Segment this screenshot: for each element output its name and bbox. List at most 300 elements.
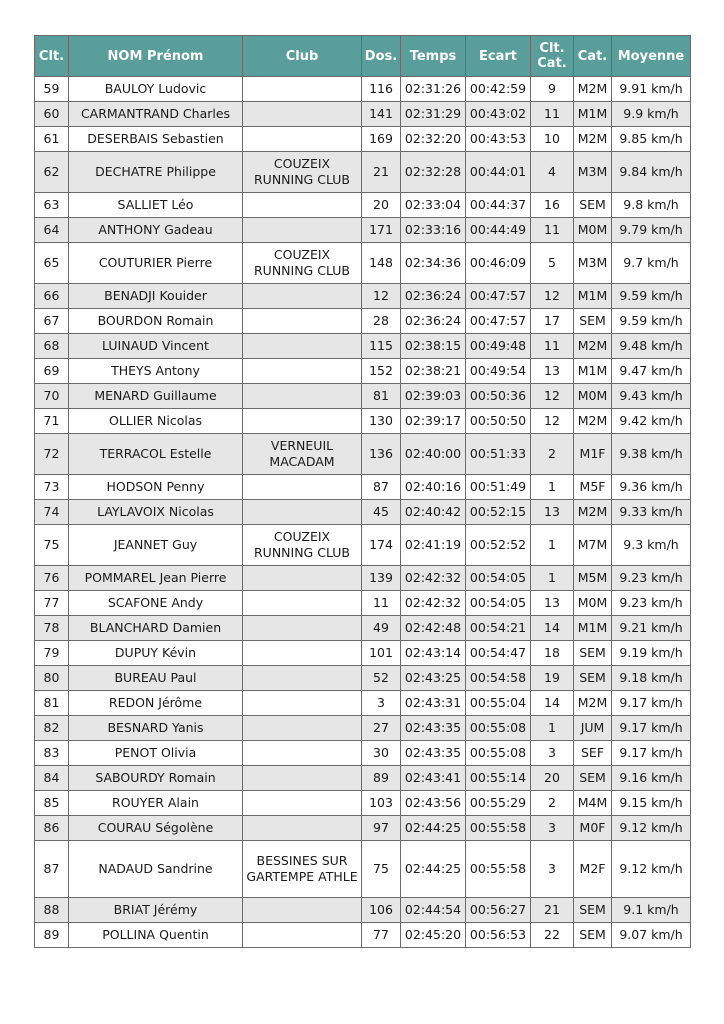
cell-gap: 00:54:21: [466, 616, 531, 641]
cell-name: OLLIER Nicolas: [69, 409, 243, 434]
cell-rank: 84: [35, 766, 69, 791]
cell-time: 02:42:32: [401, 591, 466, 616]
cell-speed: 9.23 km/h: [612, 591, 691, 616]
cell-name: POLLINA Quentin: [69, 923, 243, 948]
header-category: Cat.: [574, 36, 612, 77]
cell-club: [243, 475, 362, 500]
cell-name: SCAFONE Andy: [69, 591, 243, 616]
cell-category: SEM: [574, 766, 612, 791]
cell-gap: 00:56:53: [466, 923, 531, 948]
cell-cat-rank: 20: [531, 766, 574, 791]
cell-bib: 81: [362, 384, 401, 409]
cell-name: DECHATRE Philippe: [69, 152, 243, 193]
cell-time: 02:40:00: [401, 434, 466, 475]
cell-category: M2M: [574, 691, 612, 716]
cell-cat-rank: 11: [531, 102, 574, 127]
cell-time: 02:38:21: [401, 359, 466, 384]
cell-speed: 9.1 km/h: [612, 898, 691, 923]
cell-cat-rank: 3: [531, 741, 574, 766]
cell-speed: 9.91 km/h: [612, 77, 691, 102]
cell-club: [243, 641, 362, 666]
cell-bib: 101: [362, 641, 401, 666]
cell-speed: 9.38 km/h: [612, 434, 691, 475]
cell-rank: 74: [35, 500, 69, 525]
cell-category: M1F: [574, 434, 612, 475]
cell-rank: 61: [35, 127, 69, 152]
table-row: [35, 243, 691, 284]
cell-gap: 00:55:14: [466, 766, 531, 791]
table-row: [35, 284, 691, 309]
cell-time: 02:43:56: [401, 791, 466, 816]
cell-gap: 00:55:58: [466, 841, 531, 898]
cell-bib: 148: [362, 243, 401, 284]
cell-category: M0M: [574, 591, 612, 616]
cell-gap: 00:54:05: [466, 591, 531, 616]
header-row: [35, 36, 691, 77]
cell-gap: 00:55:58: [466, 816, 531, 841]
cell-bib: 20: [362, 193, 401, 218]
cell-category: M1M: [574, 284, 612, 309]
cell-club: COUZEIX RUNNING CLUB: [243, 152, 362, 193]
cell-time: 02:45:20: [401, 923, 466, 948]
cell-name: SABOURDY Romain: [69, 766, 243, 791]
cell-category: M3M: [574, 243, 612, 284]
cell-time: 02:34:36: [401, 243, 466, 284]
header-cat-rank: Clt. Cat.: [531, 36, 574, 77]
cell-time: 02:32:20: [401, 127, 466, 152]
cell-category: JUM: [574, 716, 612, 741]
cell-cat-rank: 14: [531, 691, 574, 716]
table-row: [35, 666, 691, 691]
cell-category: SEM: [574, 923, 612, 948]
cell-rank: 73: [35, 475, 69, 500]
cell-bib: 45: [362, 500, 401, 525]
cell-gap: 00:50:50: [466, 409, 531, 434]
cell-name: BRIAT Jérémy: [69, 898, 243, 923]
cell-speed: 9.18 km/h: [612, 666, 691, 691]
cell-name: TERRACOL Estelle: [69, 434, 243, 475]
cell-rank: 88: [35, 898, 69, 923]
cell-speed: 9.36 km/h: [612, 475, 691, 500]
cell-rank: 60: [35, 102, 69, 127]
header-bib: Dos.: [362, 36, 401, 77]
cell-time: 02:42:32: [401, 566, 466, 591]
cell-cat-rank: 10: [531, 127, 574, 152]
cell-category: M2M: [574, 334, 612, 359]
cell-category: M1M: [574, 102, 612, 127]
cell-gap: 00:49:48: [466, 334, 531, 359]
cell-bib: 77: [362, 923, 401, 948]
table-row: [35, 127, 691, 152]
cell-cat-rank: 1: [531, 566, 574, 591]
cell-speed: 9.33 km/h: [612, 500, 691, 525]
cell-speed: 9.59 km/h: [612, 284, 691, 309]
cell-club: [243, 898, 362, 923]
table-row: [35, 791, 691, 816]
cell-name: BESNARD Yanis: [69, 716, 243, 741]
cell-cat-rank: 2: [531, 791, 574, 816]
table-row: [35, 716, 691, 741]
cell-name: ROUYER Alain: [69, 791, 243, 816]
cell-gap: 00:54:05: [466, 566, 531, 591]
cell-rank: 82: [35, 716, 69, 741]
cell-gap: 00:55:08: [466, 741, 531, 766]
cell-speed: 9.16 km/h: [612, 766, 691, 791]
cell-name: PENOT Olivia: [69, 741, 243, 766]
cell-speed: 9.07 km/h: [612, 923, 691, 948]
cell-bib: 11: [362, 591, 401, 616]
cell-cat-rank: 9: [531, 77, 574, 102]
cell-rank: 68: [35, 334, 69, 359]
cell-rank: 89: [35, 923, 69, 948]
cell-bib: 139: [362, 566, 401, 591]
cell-cat-rank: 3: [531, 816, 574, 841]
cell-bib: 130: [362, 409, 401, 434]
cell-bib: 169: [362, 127, 401, 152]
cell-bib: 103: [362, 791, 401, 816]
cell-club: BESSINES SUR GARTEMPE ATHLE: [243, 841, 362, 898]
cell-rank: 75: [35, 525, 69, 566]
cell-cat-rank: 12: [531, 284, 574, 309]
cell-gap: 00:46:09: [466, 243, 531, 284]
cell-club: [243, 77, 362, 102]
cell-time: 02:43:25: [401, 666, 466, 691]
cell-name: JEANNET Guy: [69, 525, 243, 566]
cell-name: HODSON Penny: [69, 475, 243, 500]
cell-name: LUINAUD Vincent: [69, 334, 243, 359]
cell-speed: 9.12 km/h: [612, 816, 691, 841]
cell-gap: 00:44:37: [466, 193, 531, 218]
cell-rank: 78: [35, 616, 69, 641]
cell-speed: 9.12 km/h: [612, 841, 691, 898]
cell-bib: 12: [362, 284, 401, 309]
cell-speed: 9.3 km/h: [612, 525, 691, 566]
cell-speed: 9.48 km/h: [612, 334, 691, 359]
cell-time: 02:44:25: [401, 816, 466, 841]
cell-bib: 75: [362, 841, 401, 898]
cell-time: 02:44:25: [401, 841, 466, 898]
cell-speed: 9.85 km/h: [612, 127, 691, 152]
cell-gap: 00:52:52: [466, 525, 531, 566]
cell-cat-rank: 5: [531, 243, 574, 284]
cell-gap: 00:55:29: [466, 791, 531, 816]
table-row: [35, 816, 691, 841]
cell-club: [243, 500, 362, 525]
cell-name: LAYLAVOIX Nicolas: [69, 500, 243, 525]
cell-gap: 00:44:01: [466, 152, 531, 193]
cell-cat-rank: 16: [531, 193, 574, 218]
table-row: [35, 616, 691, 641]
cell-time: 02:39:03: [401, 384, 466, 409]
cell-club: [243, 716, 362, 741]
table-row: [35, 434, 691, 475]
cell-category: M2M: [574, 77, 612, 102]
cell-club: [243, 566, 362, 591]
cell-name: DUPUY Kévin: [69, 641, 243, 666]
cell-name: REDON Jérôme: [69, 691, 243, 716]
cell-speed: 9.15 km/h: [612, 791, 691, 816]
cell-category: M0F: [574, 816, 612, 841]
table-row: [35, 841, 691, 898]
cell-rank: 69: [35, 359, 69, 384]
cell-name: POMMAREL Jean Pierre: [69, 566, 243, 591]
cell-club: [243, 616, 362, 641]
cell-club: [243, 766, 362, 791]
cell-club: [243, 666, 362, 691]
cell-bib: 152: [362, 359, 401, 384]
cell-gap: 00:47:57: [466, 309, 531, 334]
cell-rank: 77: [35, 591, 69, 616]
cell-club: [243, 791, 362, 816]
cell-cat-rank: 2: [531, 434, 574, 475]
cell-bib: 106: [362, 898, 401, 923]
cell-cat-rank: 17: [531, 309, 574, 334]
header-rank: Clt.: [35, 36, 69, 77]
cell-rank: 87: [35, 841, 69, 898]
cell-cat-rank: 18: [531, 641, 574, 666]
cell-rank: 72: [35, 434, 69, 475]
table-row: [35, 309, 691, 334]
cell-name: NADAUD Sandrine: [69, 841, 243, 898]
table-row: [35, 691, 691, 716]
cell-category: M5M: [574, 566, 612, 591]
table-row: [35, 334, 691, 359]
cell-category: SEM: [574, 309, 612, 334]
cell-speed: 9.59 km/h: [612, 309, 691, 334]
cell-cat-rank: 1: [531, 716, 574, 741]
cell-name: MENARD Guillaume: [69, 384, 243, 409]
table-row: [35, 152, 691, 193]
table-row: [35, 475, 691, 500]
cell-category: M0M: [574, 384, 612, 409]
table-row: [35, 409, 691, 434]
table-row: [35, 77, 691, 102]
header-speed: Moyenne: [612, 36, 691, 77]
cell-club: [243, 741, 362, 766]
table-row: [35, 923, 691, 948]
cell-rank: 76: [35, 566, 69, 591]
cell-bib: 52: [362, 666, 401, 691]
cell-bib: 89: [362, 766, 401, 791]
cell-category: SEM: [574, 193, 612, 218]
cell-category: M4M: [574, 791, 612, 816]
cell-time: 02:36:24: [401, 309, 466, 334]
cell-speed: 9.79 km/h: [612, 218, 691, 243]
table-row: [35, 898, 691, 923]
cell-bib: 27: [362, 716, 401, 741]
cell-club: [243, 691, 362, 716]
cell-cat-rank: 13: [531, 500, 574, 525]
cell-club: [243, 384, 362, 409]
cell-cat-rank: 22: [531, 923, 574, 948]
cell-time: 02:40:16: [401, 475, 466, 500]
header-name: NOM Prénom: [69, 36, 243, 77]
cell-time: 02:36:24: [401, 284, 466, 309]
cell-name: CARMANTRAND Charles: [69, 102, 243, 127]
cell-name: COURAU Ségolène: [69, 816, 243, 841]
cell-name: BOURDON Romain: [69, 309, 243, 334]
cell-name: THEYS Antony: [69, 359, 243, 384]
cell-name: COUTURIER Pierre: [69, 243, 243, 284]
cell-name: BUREAU Paul: [69, 666, 243, 691]
cell-bib: 87: [362, 475, 401, 500]
cell-gap: 00:55:04: [466, 691, 531, 716]
cell-time: 02:32:28: [401, 152, 466, 193]
cell-rank: 59: [35, 77, 69, 102]
cell-time: 02:44:54: [401, 898, 466, 923]
cell-club: VERNEUIL MACADAM: [243, 434, 362, 475]
cell-bib: 30: [362, 741, 401, 766]
cell-gap: 00:52:15: [466, 500, 531, 525]
cell-club: [243, 102, 362, 127]
cell-rank: 85: [35, 791, 69, 816]
cell-time: 02:42:48: [401, 616, 466, 641]
cell-time: 02:40:42: [401, 500, 466, 525]
cell-bib: 116: [362, 77, 401, 102]
cell-rank: 66: [35, 284, 69, 309]
table-row: [35, 102, 691, 127]
table-row: [35, 566, 691, 591]
cell-cat-rank: 21: [531, 898, 574, 923]
header-club: Club: [243, 36, 362, 77]
cell-time: 02:43:31: [401, 691, 466, 716]
cell-club: [243, 409, 362, 434]
cell-name: BAULOY Ludovic: [69, 77, 243, 102]
cell-rank: 79: [35, 641, 69, 666]
header-time: Temps: [401, 36, 466, 77]
cell-bib: 49: [362, 616, 401, 641]
cell-club: [243, 591, 362, 616]
cell-speed: 9.42 km/h: [612, 409, 691, 434]
cell-rank: 86: [35, 816, 69, 841]
table-row: [35, 591, 691, 616]
cell-speed: 9.43 km/h: [612, 384, 691, 409]
table-row: [35, 193, 691, 218]
cell-speed: 9.21 km/h: [612, 616, 691, 641]
cell-club: [243, 193, 362, 218]
cell-category: M2M: [574, 409, 612, 434]
cell-category: M1M: [574, 359, 612, 384]
cell-club: [243, 334, 362, 359]
cell-gap: 00:51:49: [466, 475, 531, 500]
cell-category: M2M: [574, 500, 612, 525]
cell-rank: 71: [35, 409, 69, 434]
cell-club: [243, 284, 362, 309]
cell-cat-rank: 1: [531, 475, 574, 500]
cell-bib: 97: [362, 816, 401, 841]
cell-time: 02:31:29: [401, 102, 466, 127]
cell-rank: 70: [35, 384, 69, 409]
cell-time: 02:31:26: [401, 77, 466, 102]
cell-name: DESERBAIS Sebastien: [69, 127, 243, 152]
cell-rank: 65: [35, 243, 69, 284]
cell-cat-rank: 13: [531, 359, 574, 384]
cell-speed: 9.7 km/h: [612, 243, 691, 284]
cell-cat-rank: 4: [531, 152, 574, 193]
cell-time: 02:43:35: [401, 716, 466, 741]
cell-category: SEF: [574, 741, 612, 766]
cell-category: M7M: [574, 525, 612, 566]
cell-name: SALLIET Léo: [69, 193, 243, 218]
cell-category: SEM: [574, 898, 612, 923]
cell-bib: 21: [362, 152, 401, 193]
cell-bib: 141: [362, 102, 401, 127]
cell-bib: 136: [362, 434, 401, 475]
cell-bib: 174: [362, 525, 401, 566]
cell-club: [243, 923, 362, 948]
cell-rank: 81: [35, 691, 69, 716]
cell-category: M0M: [574, 218, 612, 243]
cell-cat-rank: 13: [531, 591, 574, 616]
cell-category: M5F: [574, 475, 612, 500]
cell-club: [243, 127, 362, 152]
cell-gap: 00:47:57: [466, 284, 531, 309]
cell-category: M2M: [574, 127, 612, 152]
cell-time: 02:43:14: [401, 641, 466, 666]
cell-gap: 00:50:36: [466, 384, 531, 409]
cell-rank: 80: [35, 666, 69, 691]
table-row: [35, 641, 691, 666]
cell-time: 02:43:41: [401, 766, 466, 791]
table-row: [35, 525, 691, 566]
cell-time: 02:33:16: [401, 218, 466, 243]
cell-gap: 00:49:54: [466, 359, 531, 384]
cell-speed: 9.23 km/h: [612, 566, 691, 591]
cell-speed: 9.84 km/h: [612, 152, 691, 193]
cell-name: BLANCHARD Damien: [69, 616, 243, 641]
cell-club: COUZEIX RUNNING CLUB: [243, 243, 362, 284]
cell-rank: 67: [35, 309, 69, 334]
cell-time: 02:33:04: [401, 193, 466, 218]
header-gap: Ecart: [466, 36, 531, 77]
cell-speed: 9.9 km/h: [612, 102, 691, 127]
cell-rank: 62: [35, 152, 69, 193]
cell-category: SEM: [574, 641, 612, 666]
cell-cat-rank: 3: [531, 841, 574, 898]
cell-speed: 9.17 km/h: [612, 691, 691, 716]
cell-gap: 00:43:02: [466, 102, 531, 127]
cell-cat-rank: 14: [531, 616, 574, 641]
cell-cat-rank: 11: [531, 334, 574, 359]
results-table: [34, 35, 691, 948]
table-row: [35, 741, 691, 766]
results-body: [35, 77, 691, 948]
cell-rank: 64: [35, 218, 69, 243]
cell-speed: 9.19 km/h: [612, 641, 691, 666]
cell-club: [243, 218, 362, 243]
cell-bib: 28: [362, 309, 401, 334]
table-row: [35, 359, 691, 384]
cell-category: M2F: [574, 841, 612, 898]
cell-cat-rank: 12: [531, 384, 574, 409]
cell-cat-rank: 1: [531, 525, 574, 566]
cell-gap: 00:54:58: [466, 666, 531, 691]
cell-gap: 00:51:33: [466, 434, 531, 475]
cell-club: [243, 359, 362, 384]
cell-gap: 00:55:08: [466, 716, 531, 741]
cell-name: BENADJI Kouider: [69, 284, 243, 309]
cell-time: 02:43:35: [401, 741, 466, 766]
cell-speed: 9.8 km/h: [612, 193, 691, 218]
cell-time: 02:41:19: [401, 525, 466, 566]
cell-category: SEM: [574, 666, 612, 691]
cell-gap: 00:42:59: [466, 77, 531, 102]
cell-rank: 63: [35, 193, 69, 218]
cell-club: COUZEIX RUNNING CLUB: [243, 525, 362, 566]
cell-rank: 83: [35, 741, 69, 766]
cell-cat-rank: 12: [531, 409, 574, 434]
cell-cat-rank: 11: [531, 218, 574, 243]
